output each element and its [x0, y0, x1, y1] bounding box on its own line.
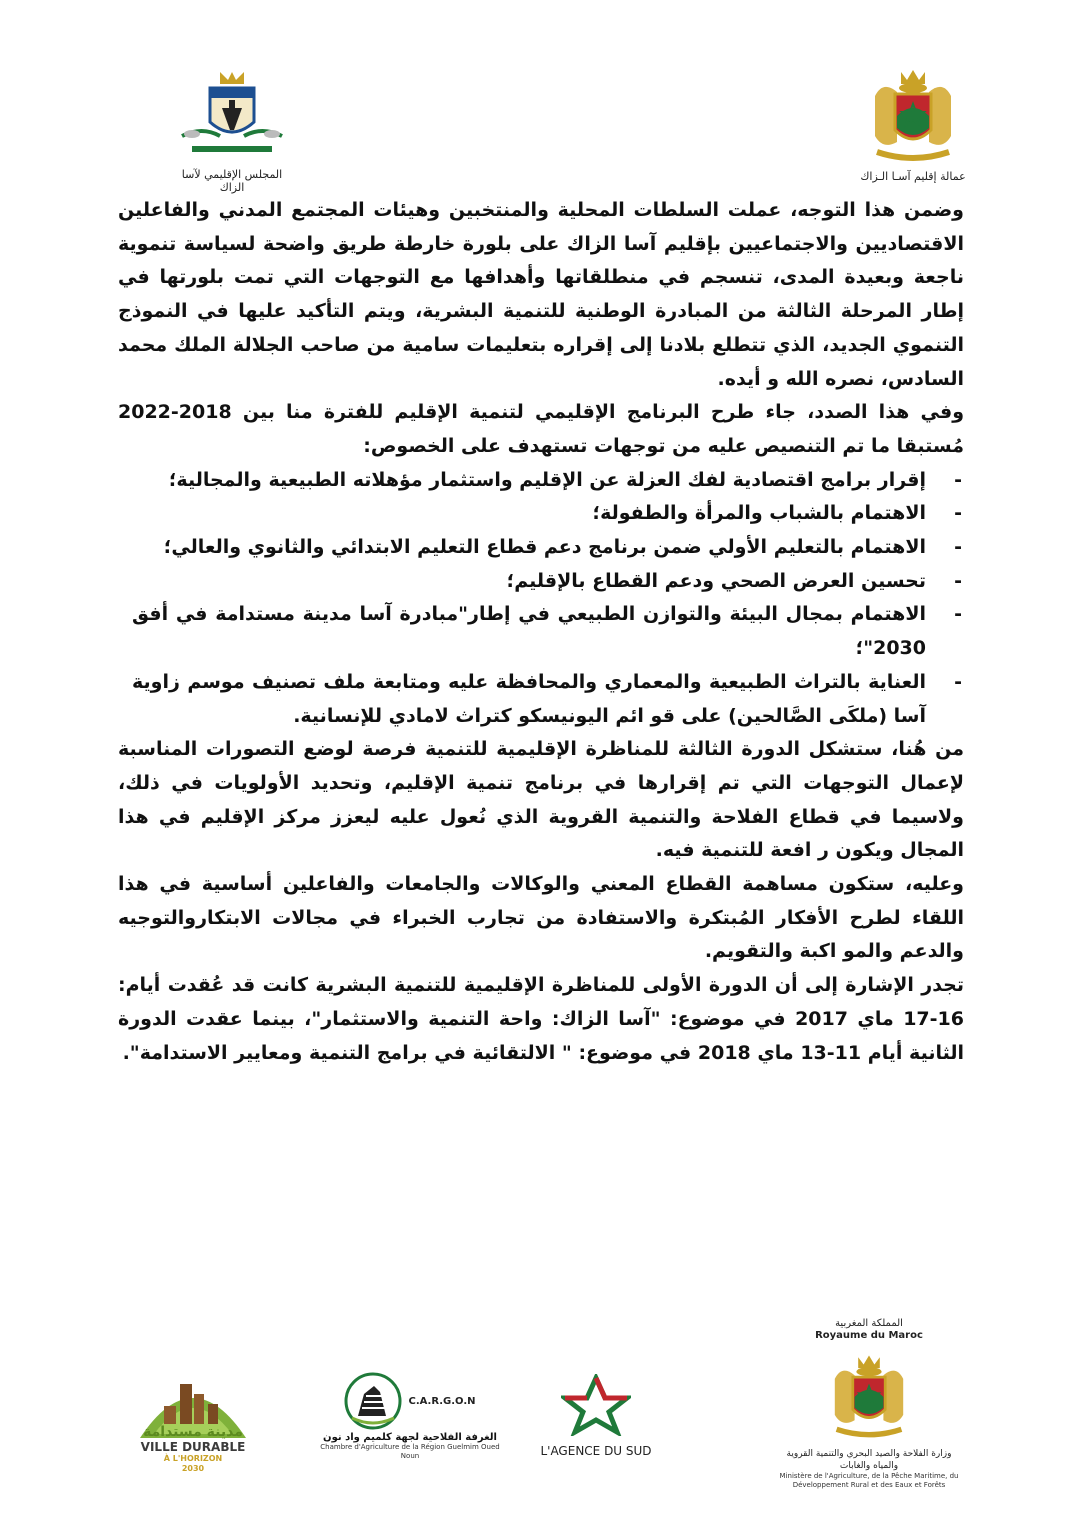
ville-horizon: À L'HORIZON	[163, 1454, 223, 1463]
objectives-list	[118, 464, 964, 734]
ministry-logo	[776, 1318, 962, 1490]
council-emblem-icon	[172, 66, 292, 162]
paragraph-orientation: وضمن هذا التوجه، عملت السلطات المحلية والمنتخبين وهيئات المجتمع المدني والفاعلين الاقتصاديين والاجتماعيين بإقليم آسا الزاك على بلورة خارطة طريق واضحة لسياسة تنموية ناجعة وبعيدة المدى، تنسجم في منطلقاتها وأهدافها مع التوجهات التي تمت بلورتها في إطار المرحلة الثالثة من المبادرة الوطنية للتنمية البشرية، ويتم التأكيد عليها في النموذج التنموي الجديد، الذي تتطلع بلادنا إلى إقراره بتعليمات سامية من صاحب الجلالة الملك محمد السادس، نصره الله و أيده.	[118, 199, 964, 390]
council-caption: المجلس الإقليمي لآسا الزاك	[181, 168, 283, 194]
list-item: - تحسين العرض الصحي ودعم القطاع بالإقليم؛	[506, 569, 962, 592]
cargon-arabic: الغرفة الفلاحية لجهة كلميم واد نون	[323, 1432, 497, 1443]
list-item: - الاهتمام بمجال البيئة والتوازن الطبيعي في إطار"مبادرة آسا مدينة مستدامة في أفق 2030"؛	[132, 603, 962, 660]
province-caption: عمالة إقليم آسـا الـزاك	[860, 170, 966, 183]
list-item: - الاهتمام بالتعليم الأولي ضمن برنامج دعم قطاع التعليم الابتدائي والثانوي والعالي؛	[163, 536, 962, 559]
moroccan-coat-of-arms-icon	[863, 66, 963, 164]
paragraph-contributions: وعليه، ستكون مساهمة القطاع المعني والوكالات والجامعات والفاعلين أساسية في هذا اللقاء لطرح الأفكار المُبتكرة والاستفادة من تجارب الخبراء في مجالات الابتكاروالتوجيه والدعم والمو اكبة والتقويم.	[118, 873, 964, 963]
list-item: - العناية بالتراث الطبيعية والمعماري والمحافظة عليه ومتابعة ملف تصنيف موسم زاوية آسا (ملكَى الصَّالحين) على قو ائم اليونيسكو كتراث لامادي للإنسانية.	[132, 670, 962, 727]
cargon-french: Chambre d'Agriculture de la Région Guelmim Oued Noun	[320, 1443, 500, 1460]
ville-arabic: مدينة مستدامة	[143, 1424, 243, 1440]
paragraph-previous-sessions: تجدر الإشارة إلى أن الدورة الأولى للمناظرة الإقليمية للتنمية البشرية كانت قد عُقدت أيام: 16-17 ماي 2017 في موضوع: "آسا الزاك: واحة التنمية والاستثمار"، بينما عقدت الدورة الثانية أيام 11-13 ماي 2018 في موضوع: " الالتقائية في برامج التنمية ومعايير الاستدامة".	[118, 974, 964, 1064]
agence-name: L'AGENCE DU SUD	[540, 1444, 652, 1458]
ministry-french: Ministère de l'Agriculture, de la Pêche Maritime, du Développement Rural et des Eaux et Forêts	[779, 1472, 959, 1489]
provincial-council-logo	[172, 66, 292, 194]
kingdom-french: Royaume du Maroc	[815, 1330, 923, 1341]
ministry-arabic: وزارة الفلاحة والصيد البحري والتنمية القروية والمياه والغابات	[786, 1449, 952, 1471]
list-item: - الاهتمام بالشباب والمرأة والطفولة؛	[592, 502, 962, 525]
ministry-coat-of-arms-icon	[824, 1348, 914, 1444]
zebra-camel-icon	[344, 1372, 402, 1430]
list-item: - إقرار برامج اقتصادية لفك العزلة عن الإقليم واستثمار مؤهلاته الطبيعية والمجالية؛	[168, 468, 962, 491]
ville-year: 2030	[181, 1464, 205, 1473]
paragraph-program: وفي هذا الصدد، جاء طرح البرنامج الإقليمي لتنمية الإقليم للفترة منا بين 2018-2022 مُستبقا ما تم التنصيص عليه من توجهات تستهدف على الخصوص:	[118, 401, 964, 457]
province-coat-of-arms	[848, 66, 978, 183]
cargon-logo	[320, 1372, 500, 1461]
document-body	[118, 194, 964, 1070]
agence-du-sud-logo	[536, 1374, 656, 1458]
paragraph-third-session: من هُنا، ستشكل الدورة الثالثة للمناظرة الإقليمية للتنمية فرصة لوضع التصورات المناسبة لإعمال التوجهات التي تم إقرارها في برنامج تنمية الإقليم، وتحديد الأولويات في ذلك، ولاسيما في قطاع الفلاحة والتنمية القروية الذي نُعول عليه ليعزز مركز الإقليم في هذا المجال ويكون ر افعة للتنمية فيه.	[118, 738, 964, 862]
ville-durable-logo	[134, 1368, 252, 1486]
cargon-name: C.A.R.G.O.N	[408, 1395, 476, 1407]
kingdom-arabic: المملكة المغربية	[835, 1318, 903, 1329]
agence-star-icon	[561, 1374, 631, 1436]
ville-durable-text: VILLE DURABLE	[140, 1440, 246, 1454]
